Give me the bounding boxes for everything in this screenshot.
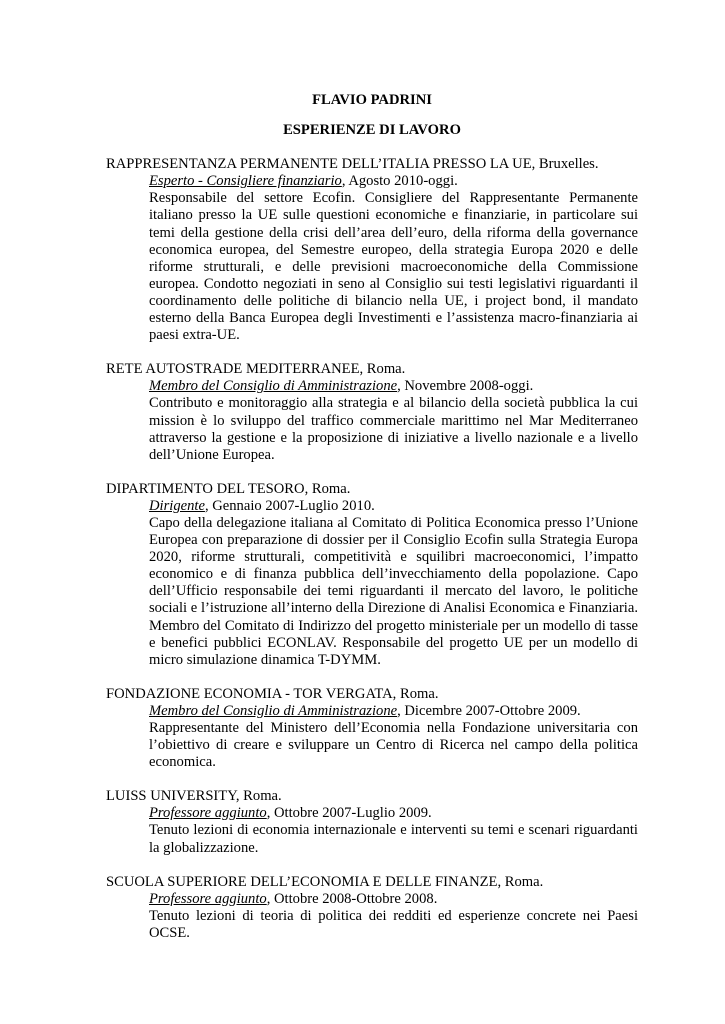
entry-organization: DIPARTIMENTO DEL TESORO, Roma. bbox=[106, 480, 351, 497]
entry-role: Professore aggiunto bbox=[149, 890, 267, 907]
entry-description: Tenuto lezioni di economia internazionale e interventi su temi e scenari riguardanti la globalizzazione. bbox=[149, 822, 638, 856]
experience-entry bbox=[106, 361, 638, 464]
entry-description: Contributo e monitoraggio alla strategia e al bilancio della società pubblica la cui mission è lo sviluppo del traffico commerciale marittimo nel Mar Mediterraneo attraverso la gestione e la proposizione di iniziative a livello nazionale e a livello dell’Unione Europea. bbox=[149, 395, 638, 463]
experience-entry bbox=[106, 481, 638, 669]
entry-period: , Ottobre 2008-Ottobre 2008. bbox=[266, 890, 438, 907]
entry-period: , Gennaio 2007-Luglio 2010. bbox=[204, 497, 375, 514]
person-name: FLAVIO PADRINI bbox=[312, 92, 432, 108]
entry-period: , Ottobre 2007-Luglio 2009. bbox=[266, 805, 432, 822]
entry-role: Membro del Consiglio di Amministrazione bbox=[149, 702, 398, 719]
entry-role: Membro del Consiglio di Amministrazione bbox=[149, 378, 398, 395]
entry-role: Esperto - Consigliere finanziario bbox=[149, 173, 342, 190]
entry-role-line bbox=[149, 703, 638, 720]
entry-organization: RETE AUTOSTRADE MEDITERRANEE, Roma. bbox=[106, 361, 406, 378]
entry-period: , Novembre 2008-oggi. bbox=[397, 378, 534, 395]
entry-role-line bbox=[149, 378, 638, 395]
entry-period: , Agosto 2010-oggi. bbox=[341, 173, 458, 190]
entry-role-line bbox=[149, 173, 638, 190]
experience-entry bbox=[106, 874, 638, 942]
entry-description: Rappresentante del Ministero dell’Economia nella Fondazione universitaria con l’obiettivo di creare e sviluppare un Centro di Ricerca nel campo della politica economica. bbox=[149, 720, 638, 771]
entry-organization: RAPPRESENTANZA PERMANENTE DELL’ITALIA PRESSO LA UE, Bruxelles. bbox=[106, 156, 599, 173]
experience-entry bbox=[106, 686, 638, 771]
entry-organization: FONDAZIONE ECONOMIA - TOR VERGATA, Roma. bbox=[106, 685, 439, 702]
entry-organization: SCUOLA SUPERIORE DELL’ECONOMIA E DELLE FINANZE, Roma. bbox=[106, 873, 544, 890]
entry-description: Capo della delegazione italiana al Comitato di Politica Economica presso l’Unione Europea con preparazione di dossier per il Consiglio Ecofin sulla Strategia Europa 2020, riforme strutturali, competitività e squilibri macroeconomici, l’impatto economico e di finanza pubblica dell’invecchiamento della popolazione. Capo dell’Ufficio responsabile dei temi riguardanti il mercato del lavoro, le politiche sociali e l’istruzione all’interno della Direzione di Analisi Economica e Finanziaria. Membro del Comitato di Indirizzo del progetto ministeriale per un modello di tasse e benefici pubblici ECONLAV. Responsabile del progetto UE per un modello di micro simulazione dinamica T-DYMM. bbox=[149, 514, 638, 668]
entry-organization: LUISS UNIVERSITY, Roma. bbox=[106, 788, 282, 805]
entry-role: Professore aggiunto bbox=[149, 805, 267, 822]
section-title: ESPERIENZE DI LAVORO bbox=[283, 122, 461, 139]
entry-role-line bbox=[149, 891, 638, 908]
entry-role-line bbox=[149, 805, 638, 822]
entry-description: Tenuto lezioni di teoria di politica dei redditi ed esperienze concrete nei Paesi OCSE. bbox=[149, 907, 638, 941]
entry-role: Dirigente bbox=[149, 497, 205, 514]
experience-entry bbox=[106, 788, 638, 856]
experience-list bbox=[106, 156, 638, 942]
entry-period: , Dicembre 2007-Ottobre 2009. bbox=[397, 702, 581, 719]
entry-role-line bbox=[149, 498, 638, 515]
cv-page bbox=[106, 92, 638, 959]
experience-entry bbox=[106, 156, 638, 344]
entry-description: Responsabile del settore Ecofin. Consigliere del Rappresentante Permanente italiano presso la UE sulle questioni economiche e finanziarie, in particolare sui temi della gestione della crisi dell’area dell’euro, della riforma della governance economica europea, del Semestre europeo, della strategia Europa 2020 e delle riforme strutturali, e delle previsioni macroeconomiche della Commissione europea. Condotto negoziati in seno al Consiglio sui testi legislativi riguardanti il coordinamento delle politiche di bilancio nella UE, i project bond, il mandato esterno della Banca Europea degli Investimenti e l’assistenza macro-finanziaria ai paesi extra-UE. bbox=[149, 190, 638, 344]
